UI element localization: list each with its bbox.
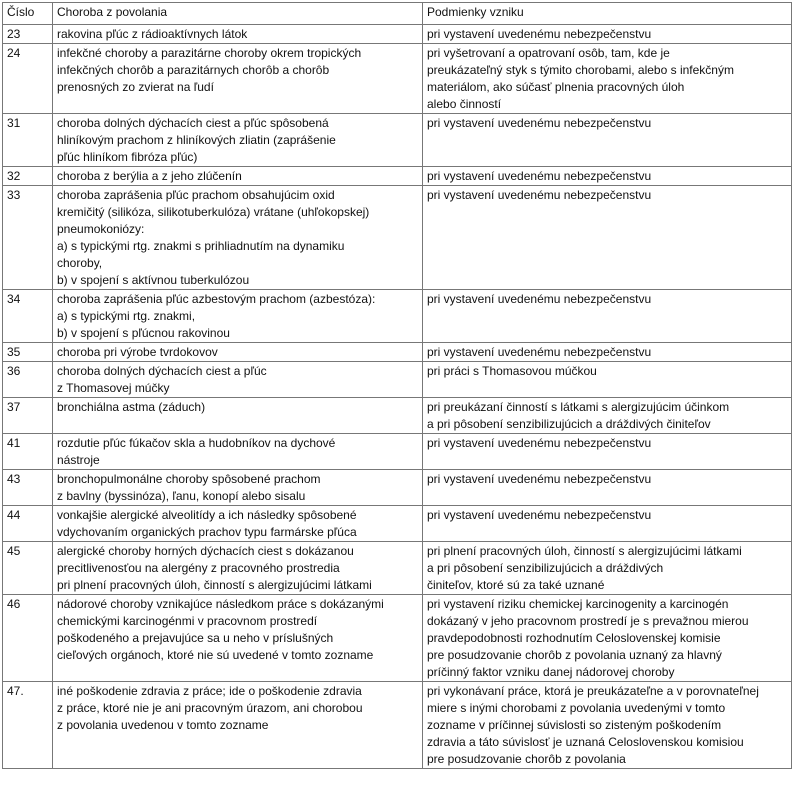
table-row xyxy=(3,25,792,44)
table-row xyxy=(3,506,792,542)
row-number: 43 xyxy=(3,470,53,506)
table-row xyxy=(3,167,792,186)
disease-cell: rozdutie pľúc fúkačov skla a hudobníkov na dychové nástroje xyxy=(53,434,423,470)
disease-cell: nádorové choroby vznikajúce následkom práce s dokázanými chemickými karcinogénmi v pracovnom prostredí poškodeného a prejavujúce sa u neho v príslušných cieľových orgánoch, ktoré nie sú uvedené v tomto zozname xyxy=(53,595,423,682)
table-row xyxy=(3,470,792,506)
condition-cell: pri plnení pracovných úloh, činností s alergizujúcimi látkami a pri pôsobení senzibilizujúcich a dráždivých činiteľov, ktoré sú za také uznané xyxy=(423,542,792,595)
condition-cell: pri práci s Thomasovou múčkou xyxy=(423,362,792,398)
condition-cell: pri vystavení uvedenému nebezpečenstvu xyxy=(423,434,792,470)
occupational-disease-table xyxy=(2,2,792,769)
condition-cell: pri vyšetrovaní a opatrovaní osôb, tam, kde je preukázateľný styk s týmito chorobami, alebo s infekčným materiálom, ako súčasť plnenia pracovných úloh alebo činností xyxy=(423,44,792,114)
condition-cell: pri vystavení uvedenému nebezpečenstvu xyxy=(423,167,792,186)
disease-cell: choroba dolných dýchacích ciest a pľúc z Thomasovej múčky xyxy=(53,362,423,398)
disease-cell: iné poškodenie zdravia z práce; ide o poškodenie zdravia z práce, ktoré nie je ani pracovným úrazom, ani chorobou z povolania uvedenou v tomto zozname xyxy=(53,682,423,769)
disease-cell: choroba zaprášenia pľúc prachom obsahujúcim oxid kremičitý (silikóza, silikotuberkulóza) vrátane (uhľokopskej) pneumokoniózy: a) s typickými rtg. znakmi s prihliadnutím na dynamiku choroby, b) v spojení s aktívnou tuberkulózou xyxy=(53,186,423,290)
disease-cell: bronchiálna astma (záduch) xyxy=(53,398,423,434)
disease-cell: choroba zaprášenia pľúc azbestovým prachom (azbestóza): a) s typickými rtg. znakmi, b) v spojení s pľúcnou rakovinou xyxy=(53,290,423,343)
row-number: 41 xyxy=(3,434,53,470)
row-number: 36 xyxy=(3,362,53,398)
table-row xyxy=(3,186,792,290)
table-row xyxy=(3,114,792,167)
disease-cell: vonkajšie alergické alveolitídy a ich následky spôsobené vdychovaním organických prachov typu farmárske pľúca xyxy=(53,506,423,542)
header-podmienky: Podmienky vzniku xyxy=(423,3,792,25)
condition-cell: pri vystavení uvedenému nebezpečenstvu xyxy=(423,25,792,44)
row-number: 24 xyxy=(3,44,53,114)
header-cislo: Číslo xyxy=(3,3,53,25)
condition-cell: pri vystavení riziku chemickej karcinogenity a karcinogén dokázaný v jeho pracovnom prostredí je s prevažnou mierou pravdepodobnosti rozhodnutím Celoslovenskej komisie pre posudzovanie chorôb z povolania uznaný za hlavný príčinný faktor vzniku danej nádorovej choroby xyxy=(423,595,792,682)
row-number: 37 xyxy=(3,398,53,434)
row-number: 32 xyxy=(3,167,53,186)
condition-cell: pri preukázaní činností s látkami s alergizujúcim účinkom a pri pôsobení senzibilizujúcich a dráždivých činiteľov xyxy=(423,398,792,434)
condition-cell: pri vystavení uvedenému nebezpečenstvu xyxy=(423,290,792,343)
row-number: 46 xyxy=(3,595,53,682)
table-row xyxy=(3,44,792,114)
disease-cell: infekčné choroby a parazitárne choroby okrem tropických infekčných chorôb a parazitárnych chorôb a chorôb prenosných zo zvierat na ľudí xyxy=(53,44,423,114)
header-row xyxy=(3,3,792,25)
condition-cell: pri vystavení uvedenému nebezpečenstvu xyxy=(423,506,792,542)
table-row xyxy=(3,542,792,595)
disease-cell: alergické choroby horných dýchacích ciest s dokázanou precitlivenosťou na alergény z pracovného prostredia pri plnení pracovných úloh, činností s alergizujúcimi látkami xyxy=(53,542,423,595)
table-row xyxy=(3,398,792,434)
table-row xyxy=(3,343,792,362)
row-number: 47. xyxy=(3,682,53,769)
table-row xyxy=(3,362,792,398)
disease-cell: bronchopulmonálne choroby spôsobené prachom z bavlny (byssinóza), ľanu, konopí alebo sisalu xyxy=(53,470,423,506)
disease-cell: choroba pri výrobe tvrdokovov xyxy=(53,343,423,362)
table-row xyxy=(3,682,792,769)
row-number: 31 xyxy=(3,114,53,167)
disease-cell: rakovina pľúc z rádioaktívnych látok xyxy=(53,25,423,44)
row-number: 23 xyxy=(3,25,53,44)
condition-cell: pri vystavení uvedenému nebezpečenstvu xyxy=(423,114,792,167)
header-choroba: Choroba z povolania xyxy=(53,3,423,25)
disease-cell: choroba z berýlia a z jeho zlúčenín xyxy=(53,167,423,186)
condition-cell: pri vykonávaní práce, ktorá je preukázateľne a v porovnateľnej miere s inými chorobami z povolania uvedenými v tomto zozname v príčinnej súvislosti so zisteným poškodením zdravia a táto súvislosť je uznaná Celoslovenskou komisiou pre posudzovanie chorôb z povolania xyxy=(423,682,792,769)
table-row xyxy=(3,434,792,470)
table-row xyxy=(3,595,792,682)
row-number: 45 xyxy=(3,542,53,595)
condition-cell: pri vystavení uvedenému nebezpečenstvu xyxy=(423,343,792,362)
condition-cell: pri vystavení uvedenému nebezpečenstvu xyxy=(423,470,792,506)
table-row xyxy=(3,290,792,343)
condition-cell: pri vystavení uvedenému nebezpečenstvu xyxy=(423,186,792,290)
row-number: 44 xyxy=(3,506,53,542)
disease-cell: choroba dolných dýchacích ciest a pľúc spôsobená hliníkovým prachom z hliníkových zliatin (zaprášenie pľúc hliníkom fibróza pľúc) xyxy=(53,114,423,167)
row-number: 33 xyxy=(3,186,53,290)
row-number: 35 xyxy=(3,343,53,362)
row-number: 34 xyxy=(3,290,53,343)
